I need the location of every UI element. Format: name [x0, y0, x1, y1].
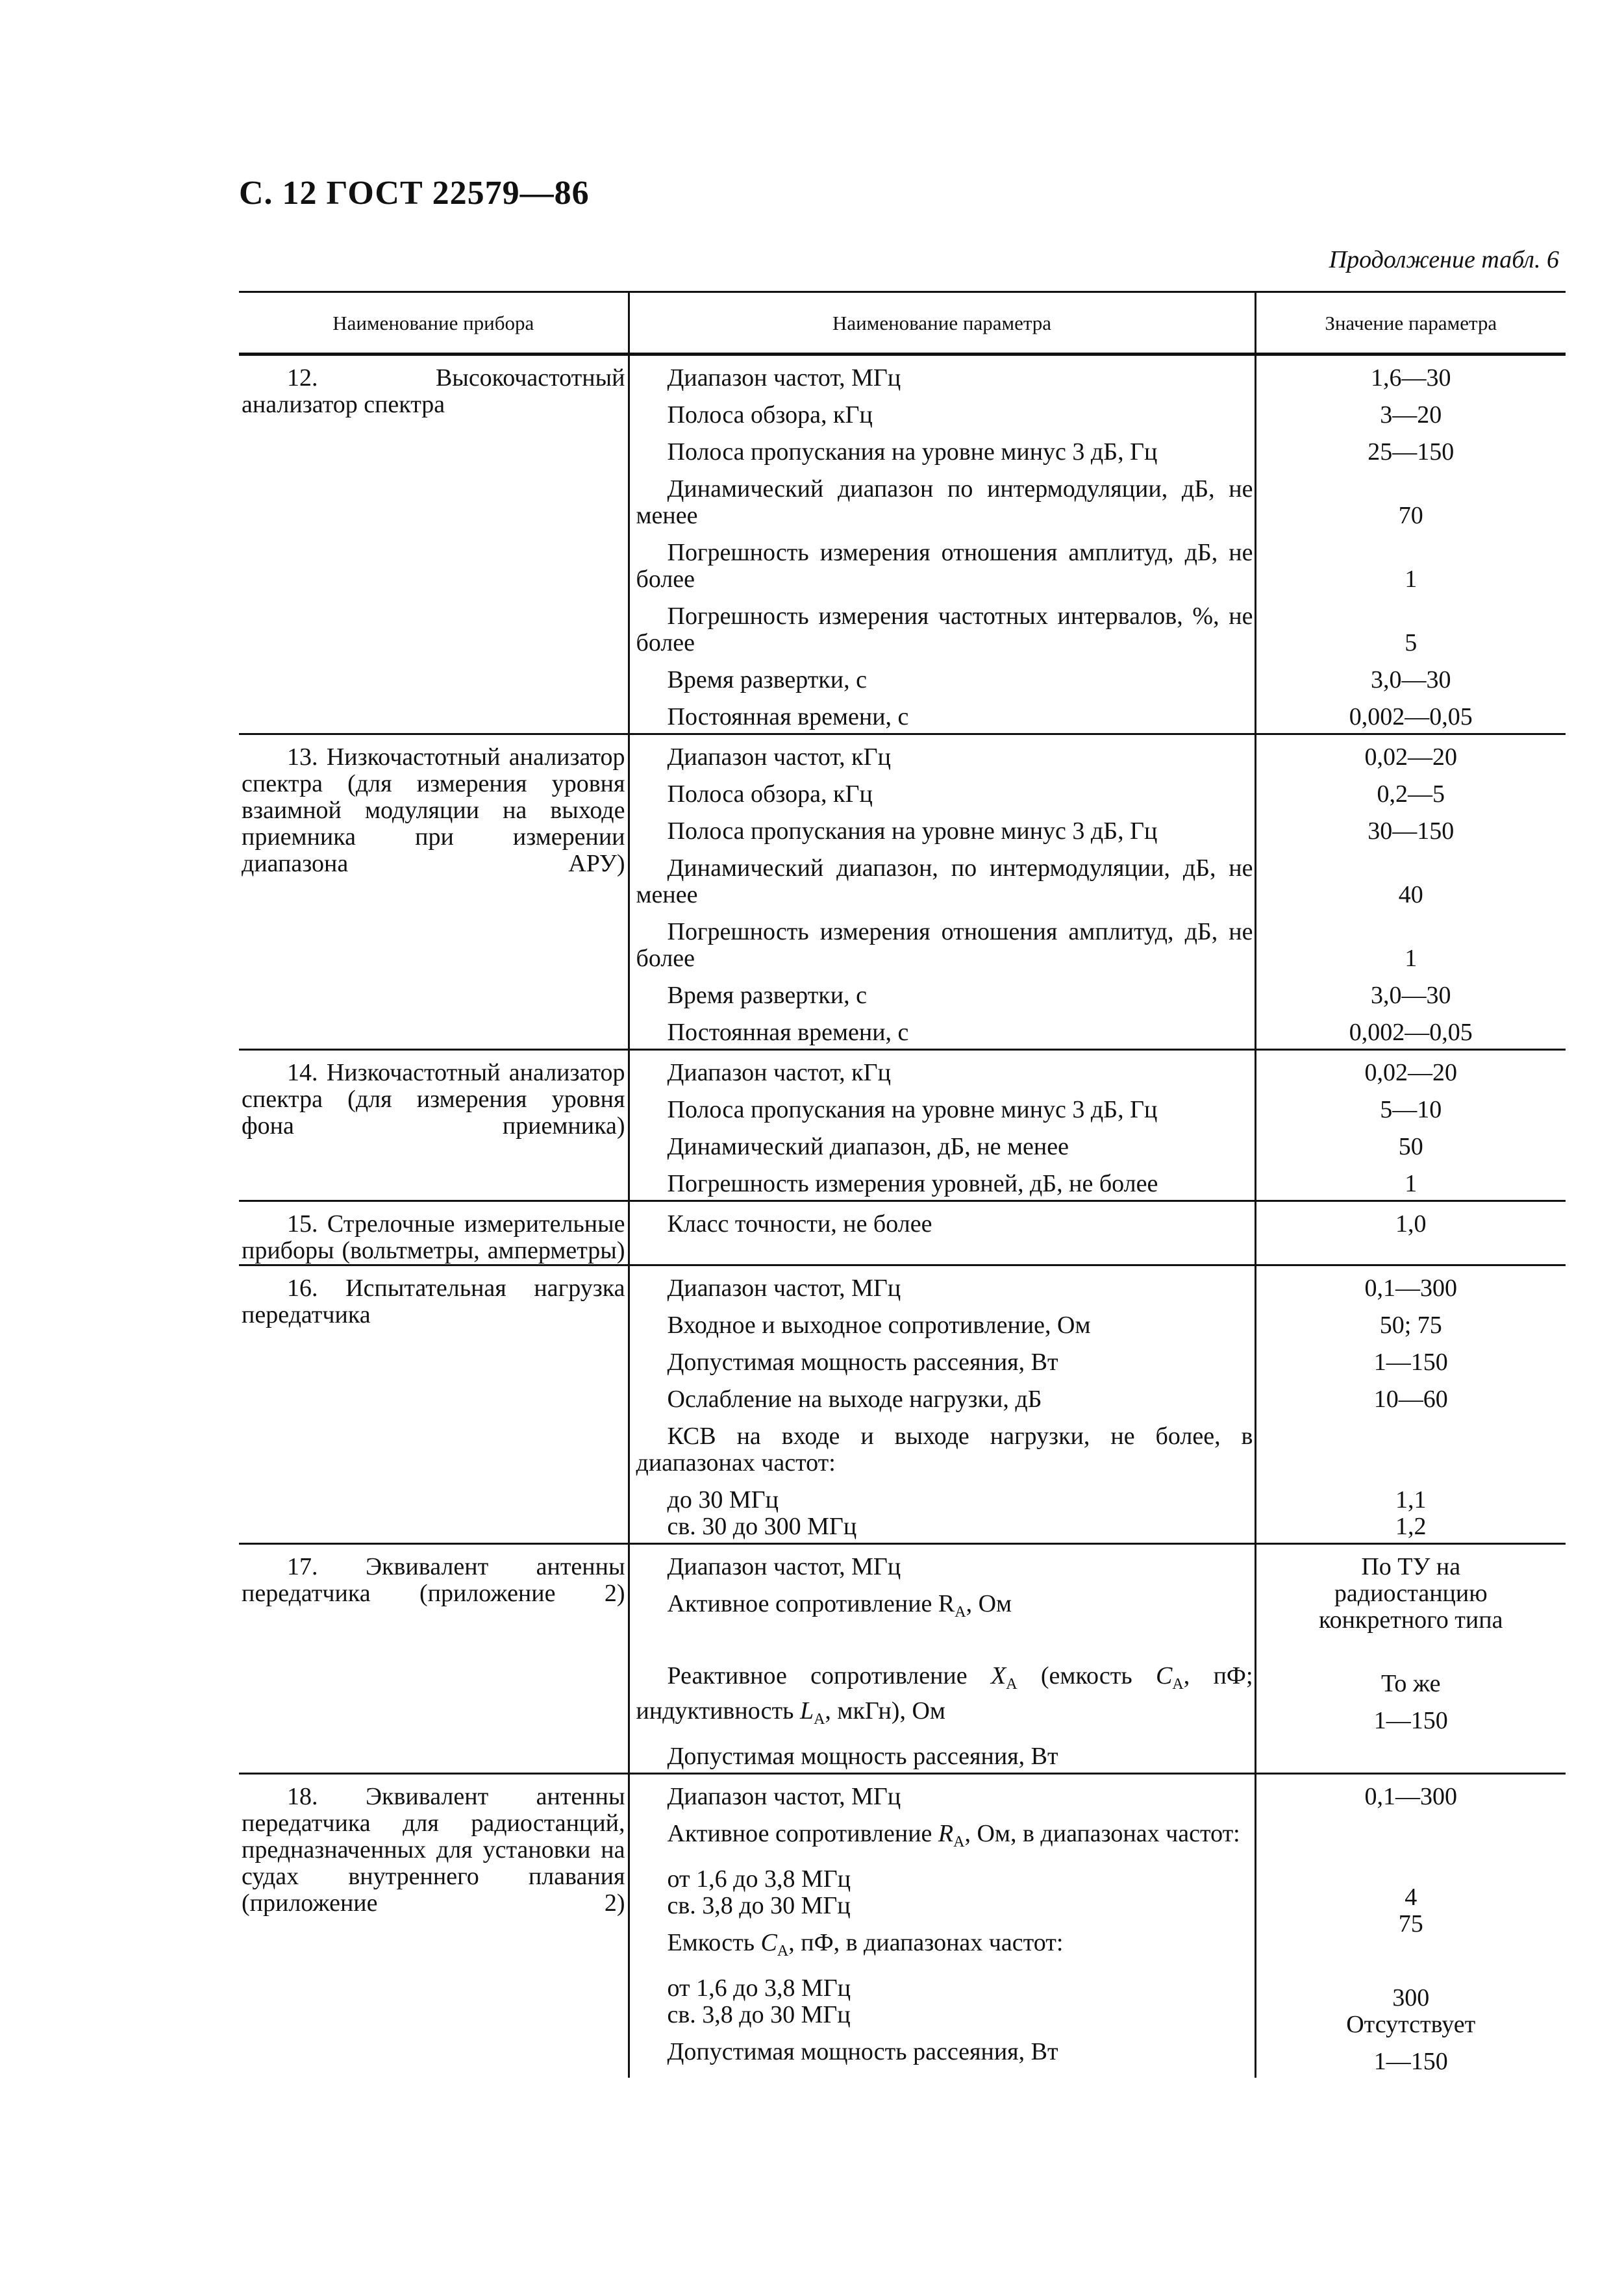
parameter-list-17: [629, 1544, 1255, 1774]
parameter-name: Допустимая мощность рассеяния, Вт: [667, 1349, 1058, 1376]
table-row-group-16: [239, 1265, 1566, 1544]
table-continuation-label: Продолжение табл. 6: [1329, 246, 1559, 273]
parameter-name: Динамический диапазон по интермодуляции, дБ, не менее: [636, 475, 1253, 529]
device-name-15: 15. Стрелочные измерительные приборы (вольтметры, амперметры): [239, 1201, 629, 1265]
table-row-group-18: [239, 1774, 1566, 2078]
parameter-value: 300: [1392, 1984, 1430, 2011]
parameter-value: 3,0—30: [1371, 982, 1451, 1009]
parameter-value: 50; 75: [1379, 1312, 1442, 1339]
parameter-value: конкретного типа: [1319, 1606, 1503, 1634]
parameter-value: 1—150: [1373, 2048, 1448, 2075]
parameter-name: Постоянная времени, с: [667, 1019, 909, 1046]
device-name-14: 14. Низкочастотный анализатор спектра (для измерения уровня фона приемника): [239, 1050, 629, 1201]
parameter-name: Активное сопротивление $R_А$, Ом: [667, 1590, 1012, 1621]
parameter-value: 0,1—300: [1364, 1783, 1457, 1810]
parameter-name: до 30 МГц: [667, 1486, 779, 1513]
value-list-12: [1255, 355, 1566, 734]
table-row-group-17: [239, 1544, 1566, 1774]
parameter-value: 30—150: [1368, 817, 1455, 845]
parameter-name: КСВ на входе и выходе нагрузки, не более, в диапазонах частот:: [636, 1423, 1253, 1476]
parameter-value: [1259, 1450, 1564, 1476]
parameter-value: 1,2: [1395, 1513, 1427, 1540]
parameter-value: 1—150: [1373, 1349, 1448, 1376]
parameter-name: от 1,6 до 3,8 МГц: [667, 1974, 851, 2002]
device-name-13: 13. Низкочастотный анализатор спектра (для измерения уровня взаимной модуляции на выходе приемника при измерении диапазона АРУ): [239, 734, 629, 1050]
parameter-name: Реактивное сопротивление $X_А$ (емкость $C_А$, пФ; индуктивность $L_А$, мкГн), Ом: [636, 1662, 1253, 1728]
table-header-row: [239, 292, 1566, 355]
parameter-list-16: [629, 1265, 1255, 1544]
parameter-value: 75: [1398, 1910, 1423, 1937]
parameter-value: 3—20: [1380, 401, 1442, 429]
parameter-name: Динамический диапазон, дБ, не менее: [667, 1133, 1069, 1160]
column-header-value: Значение параметра: [1255, 292, 1566, 355]
parameter-value: 5—10: [1380, 1096, 1442, 1123]
parameter-value: 0,02—20: [1364, 1059, 1457, 1086]
parameter-name: Диапазон частот, кГц: [667, 743, 891, 771]
parameter-value: радиостанцию: [1334, 1580, 1488, 1607]
parameter-value: 0,002—0,05: [1349, 703, 1473, 730]
parameter-name: Постоянная времени, с: [667, 703, 909, 730]
parameter-value: [1259, 1948, 1564, 1974]
device-name-16: 16. Испытательная нагрузка передатчика: [239, 1265, 629, 1544]
device-name-12: 12. Высокочастотный анализатор спектра: [239, 355, 629, 734]
parameter-name: от 1,6 до 3,8 МГц: [667, 1865, 851, 1893]
value-list-16: [1255, 1265, 1566, 1544]
parameter-name: Время развертки, с: [667, 666, 867, 693]
parameter-name: Погрешность измерения уровней, дБ, не более: [667, 1170, 1158, 1197]
parameter-value: 1: [1405, 1170, 1418, 1197]
parameter-name: Погрешность измерения отношения амплитуд, дБ, не более: [636, 918, 1253, 972]
table-row-group-13: [239, 734, 1566, 1050]
parameter-name: Погрешность измерения частотных интервалов, %, не более: [636, 603, 1253, 656]
parameter-value: [1259, 1847, 1564, 1874]
parameter-name: св. 3,8 до 30 МГц: [667, 1892, 851, 1919]
parameter-value: 25—150: [1368, 438, 1455, 466]
parameter-name: Время развертки, с: [667, 982, 867, 1009]
parameter-name: Допустимая мощность рассеяния, Вт: [667, 2038, 1058, 2065]
parameter-list-18: [629, 1774, 1255, 2078]
table-row-group-15: [239, 1201, 1566, 1265]
parameter-list-14: [629, 1050, 1255, 1201]
page-title: С. 12 ГОСТ 22579—86: [239, 175, 590, 212]
column-header-device: Наименование прибора: [239, 292, 629, 355]
parameter-name: Полоса обзора, кГц: [667, 401, 873, 429]
parameter-list-12: [629, 355, 1255, 734]
parameter-value: 1,1: [1395, 1486, 1427, 1513]
parameter-name: Класс точности, не более: [667, 1210, 932, 1238]
parameter-name: Полоса пропускания на уровне минус 3 дБ, Гц: [667, 1096, 1158, 1123]
device-name-18: 18. Эквивалент антенны передатчика для радиостанций, предназначенных для установки на судах внутреннего плавания (приложение 2): [242, 1783, 625, 1917]
parameter-value: 10—60: [1373, 1386, 1448, 1413]
parameter-value: 0,2—5: [1377, 780, 1445, 808]
parameter-value: 1,6—30: [1371, 364, 1451, 392]
value-list-14: [1255, 1050, 1566, 1201]
parameter-value: 5: [1405, 629, 1418, 656]
parameter-value: Отсутствует: [1346, 2011, 1476, 2038]
parameter-name: Диапазон частот, МГц: [667, 1275, 901, 1302]
parameter-value: 50: [1398, 1133, 1423, 1160]
parameter-value: 40: [1398, 881, 1423, 908]
parameter-name: Входное и выходное сопротивление, Ом: [667, 1312, 1091, 1339]
parameters-table: [239, 291, 1566, 2078]
parameter-list-15: [629, 1201, 1255, 1265]
parameter-value: 70: [1398, 502, 1423, 529]
column-header-parameter: Наименование параметра: [629, 292, 1255, 355]
parameter-value: 1,0: [1395, 1210, 1427, 1238]
parameter-name: Емкость $C_А$, пФ, в диапазонах частот:: [667, 1929, 1064, 1960]
parameter-name: Полоса пропускания на уровне минус 3 дБ, Гц: [667, 817, 1158, 845]
value-list-18: [1255, 1774, 1566, 2078]
parameter-name: Динамический диапазон, по интермодуляции, дБ, не менее: [636, 854, 1253, 908]
table-row-group-14: [239, 1050, 1566, 1201]
value-list-15: [1255, 1201, 1566, 1265]
parameter-value: 3,0—30: [1371, 666, 1451, 693]
parameter-name: Активное сопротивление $R_А$, Ом, в диапазонах частот:: [667, 1820, 1240, 1850]
parameter-name: Допустимая мощность рассеяния, Вт: [667, 1743, 1058, 1770]
parameter-name: св. 30 до 300 МГц: [667, 1513, 857, 1540]
parameter-value: 0,002—0,05: [1349, 1019, 1473, 1046]
parameter-name: св. 3,8 до 30 МГц: [667, 2001, 851, 2028]
table-row-group-12: [239, 355, 1566, 734]
parameter-name: Ослабление на выходе нагрузки, дБ: [667, 1386, 1042, 1413]
parameter-name: Диапазон частот, МГц: [667, 1553, 901, 1580]
parameter-name: Погрешность измерения отношения амплитуд, дБ, не более: [636, 539, 1253, 593]
device-name-17: 17. Эквивалент антенны передатчика (приложение 2): [239, 1544, 629, 1774]
parameter-name: Диапазон частот, кГц: [667, 1059, 891, 1086]
parameter-name: Диапазон частот, МГц: [667, 364, 901, 392]
parameter-name: Полоса пропускания на уровне минус 3 дБ, Гц: [667, 438, 1158, 466]
parameter-value: 1: [1405, 945, 1418, 972]
parameter-value: 0,02—20: [1364, 743, 1457, 771]
parameter-name: Полоса обзора, кГц: [667, 780, 873, 808]
value-list-13: [1255, 734, 1566, 1050]
parameter-value: По ТУ на: [1361, 1553, 1461, 1580]
parameter-value: 4: [1405, 1884, 1418, 1911]
value-list-17: [1255, 1544, 1566, 1774]
parameter-value: 1—150: [1373, 1707, 1448, 1734]
parameter-value: То же: [1381, 1670, 1441, 1697]
parameter-list-13: [629, 734, 1255, 1050]
parameter-value: 0,1—300: [1364, 1275, 1457, 1302]
parameter-name: Диапазон частот, МГц: [667, 1783, 901, 1810]
parameter-value: 1: [1405, 566, 1418, 593]
